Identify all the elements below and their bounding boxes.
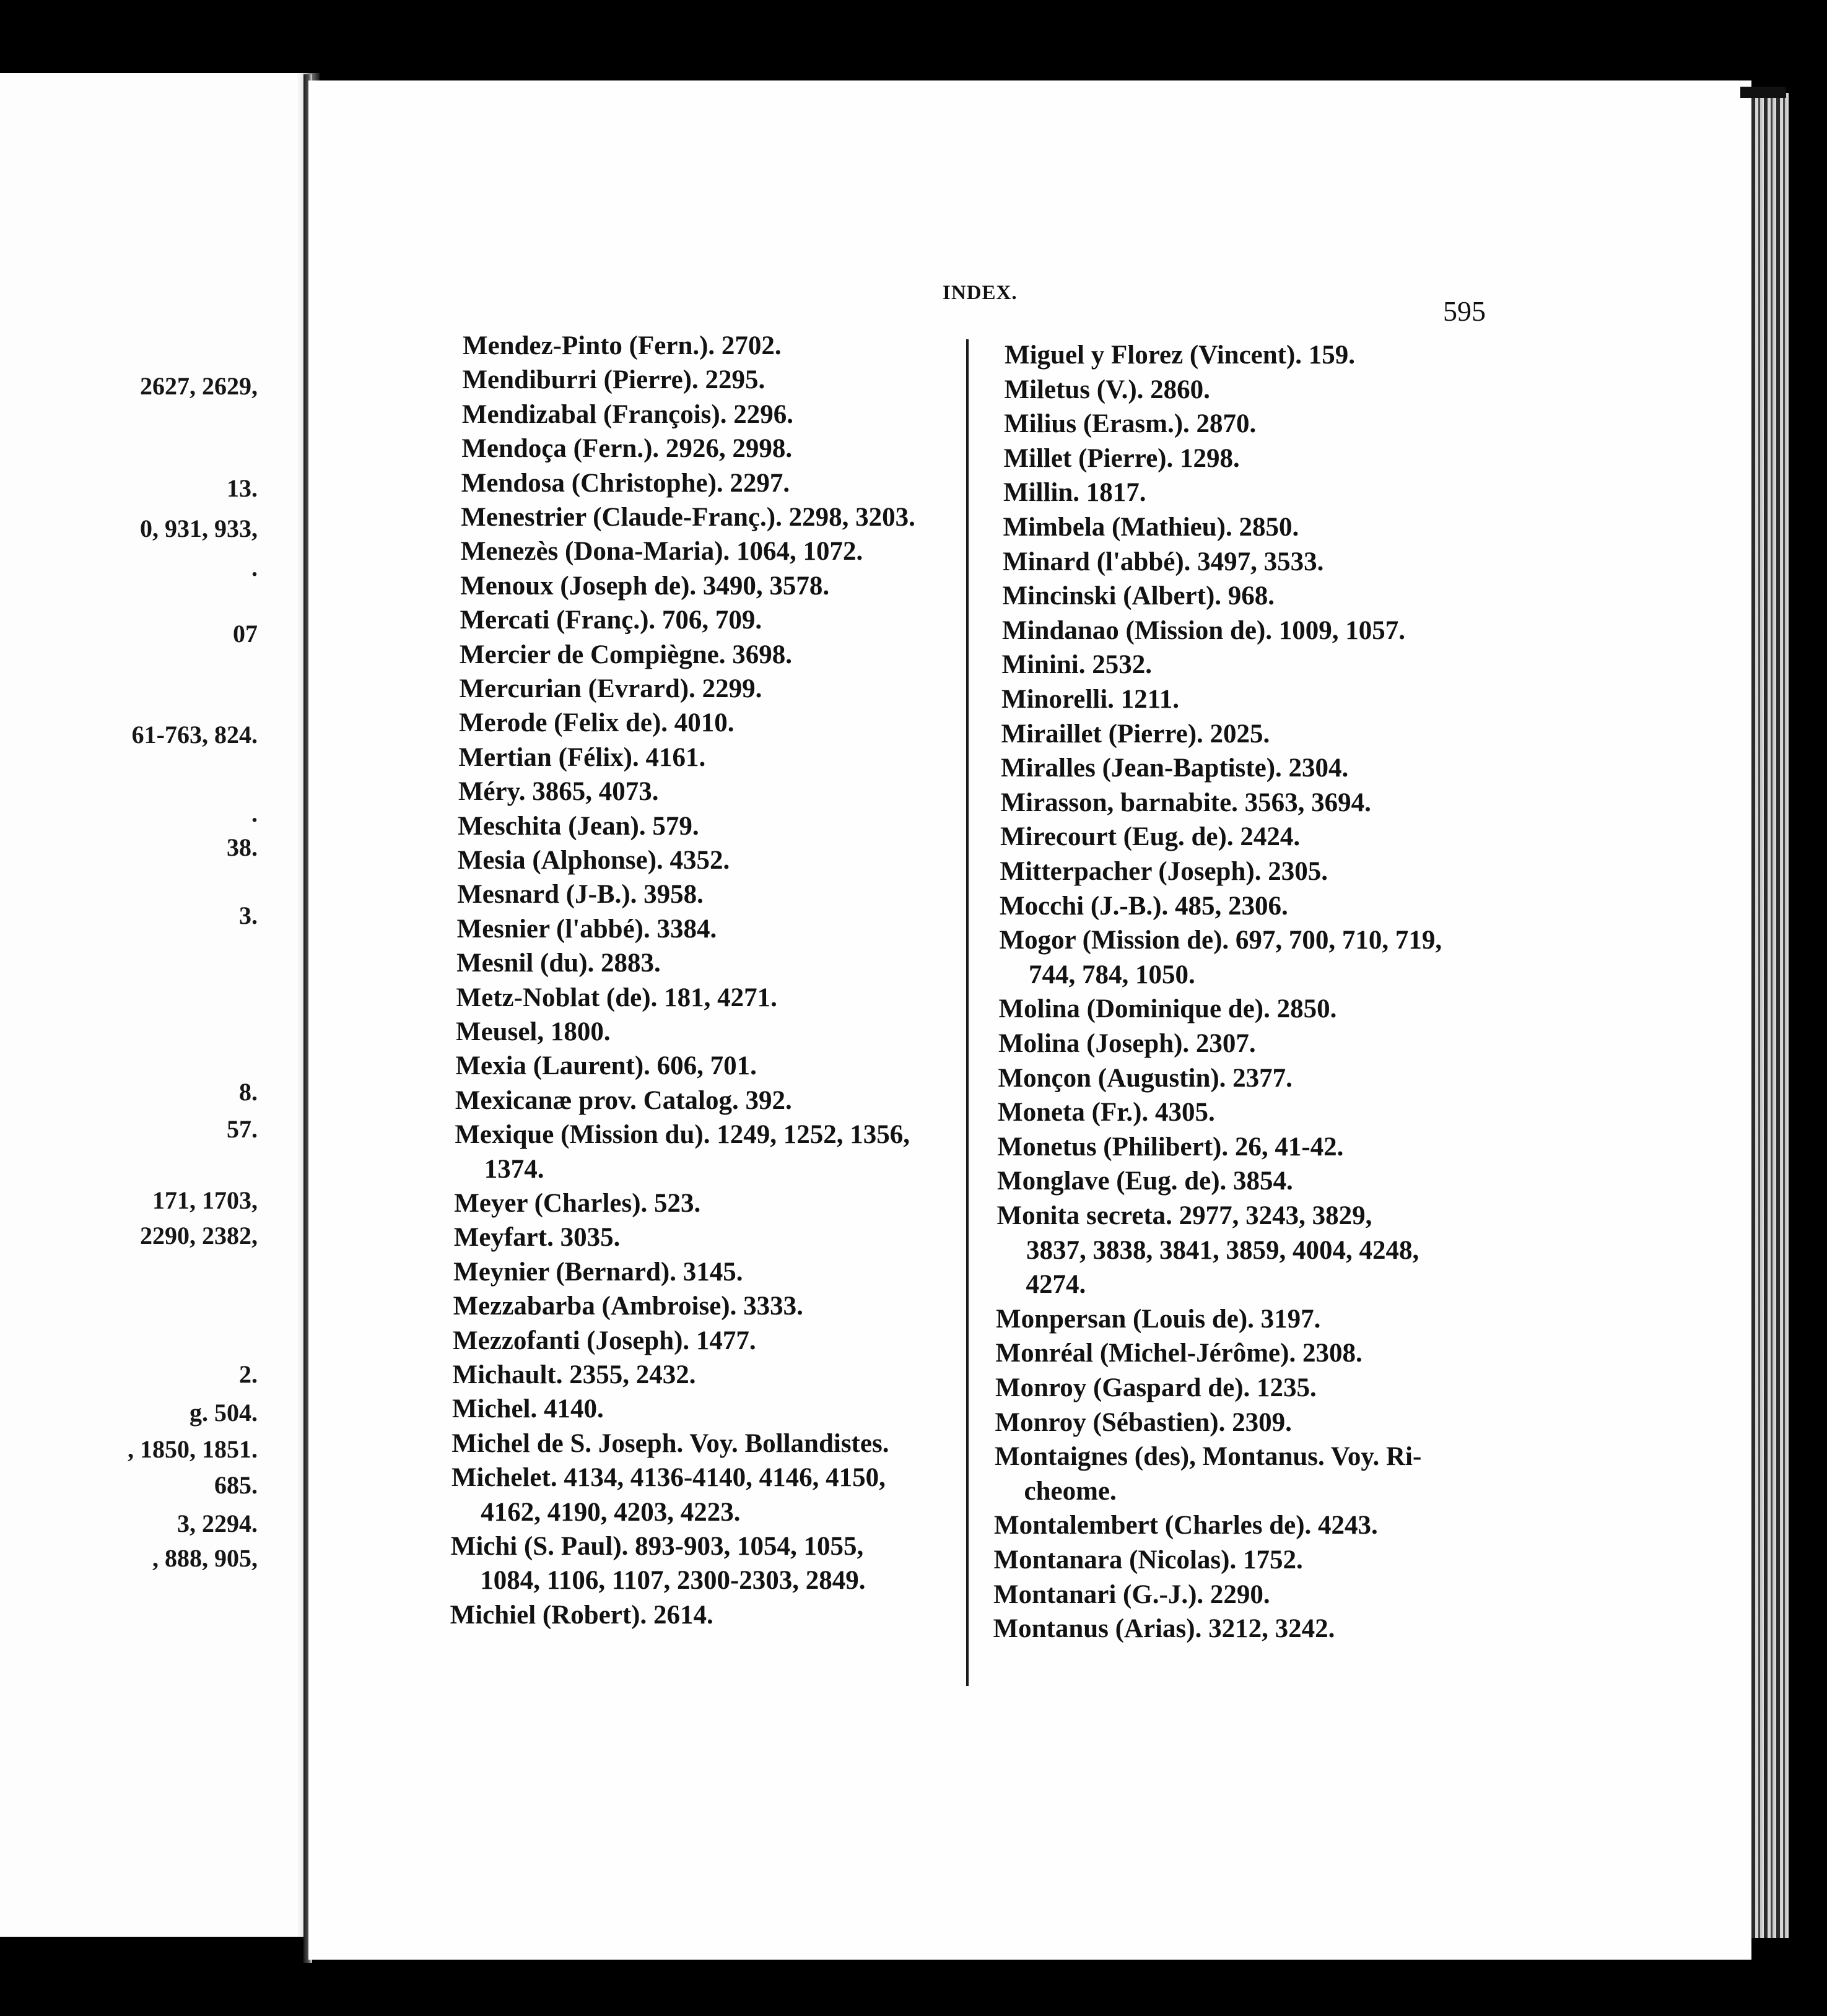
index-entry: Monglave (Eug. de). 3854. (997, 1167, 1293, 1196)
index-entry: Mendiburri (Pierre). 2295. (462, 365, 765, 395)
index-entry: Menoux (Joseph de). 3490, 3578. (460, 571, 830, 601)
index-entry: Merode (Felix de). 4010. (458, 708, 735, 738)
index-entry: Mendez-Pinto (Fern.). 2702. (463, 331, 782, 360)
index-entry: Mesnil (du). 2883. (456, 949, 661, 978)
index-entry: Meyer (Charles). 523. (454, 1189, 701, 1218)
index-entry: 1374. (484, 1154, 544, 1184)
previous-page-line: . (251, 799, 258, 827)
previous-page-line: . (251, 554, 258, 581)
index-entry: Mercurian (Evrard). 2299. (459, 674, 762, 703)
previous-page-line: 13. (227, 474, 258, 502)
index-entry: Mesnard (J-B.). 3958. (457, 880, 704, 910)
index-entry: Monroy (Gaspard de). 1235. (995, 1373, 1317, 1402)
index-entry: Meynier (Bernard). 3145. (453, 1257, 743, 1287)
index-entry: Montanara (Nicolas). 1752. (993, 1545, 1303, 1575)
index-entry: Mercier de Compiègne. 3698. (460, 640, 793, 669)
index-entry: Mindanao (Mission de). 1009, 1057. (1002, 615, 1406, 645)
index-entry: Menezès (Dona-Maria). 1064, 1072. (460, 537, 863, 567)
index-entry: Michel de S. Joseph. Voy. Bollandistes. (451, 1428, 889, 1458)
index-entry: Menestrier (Claude-Franç.). 2298, 3203. (461, 503, 915, 532)
index-entry: Miletus (V.). 2860. (1004, 375, 1210, 404)
previous-page-line: g. 504. (190, 1399, 258, 1427)
index-entry: Mendoça (Fern.). 2926, 2998. (461, 434, 793, 464)
index-entry: Montalembert (Charles de). 4243. (994, 1511, 1378, 1540)
page-number: 595 (1443, 295, 1486, 327)
index-entry: Millin. 1817. (1003, 478, 1146, 508)
previous-page-line: 07 (233, 620, 258, 648)
index-entry: Mexicanæ prov. Catalog. 392. (455, 1085, 792, 1115)
index-entry: Mexia (Laurent). 606, 701. (455, 1051, 757, 1081)
previous-page-line: 3, 2294. (177, 1510, 258, 1537)
previous-page-line: 2. (239, 1360, 258, 1388)
index-entry: Monpersan (Louis de). 3197. (996, 1304, 1321, 1334)
index-entry: Mertian (Félix). 4161. (458, 742, 706, 772)
index-entry: Mezzabarba (Ambroise). 3333. (453, 1292, 803, 1321)
index-entry: Mincinski (Albert). 968. (1002, 581, 1275, 611)
index-entry: Mirasson, barnabite. 3563, 3694. (1000, 788, 1371, 817)
previous-page-line: 57. (227, 1115, 258, 1143)
previous-page-line: 0, 931, 933, (140, 515, 258, 542)
index-entry: Meyfart. 3035. (453, 1223, 621, 1253)
index-entry: Monréal (Michel-Jérôme). 2308. (995, 1339, 1363, 1368)
index-entry: Montaignes (des), Montanus. Voy. Ri- (995, 1442, 1422, 1472)
index-entry: Michault. 2355, 2432. (452, 1360, 696, 1389)
index-entry: Millet (Pierre). 1298. (1003, 443, 1240, 473)
previous-page-line: 171, 1703, (152, 1186, 258, 1214)
index-entry: Monetus (Philibert). 26, 41-42. (997, 1132, 1344, 1162)
running-header: INDEX. (943, 282, 1018, 304)
previous-page-line: 2290, 2382, (140, 1222, 258, 1249)
index-entry: Michel. 4140. (451, 1394, 604, 1424)
index-entry: Mesia (Alphonse). 4352. (457, 846, 730, 875)
index-entry: 744, 784, 1050. (1029, 960, 1195, 989)
index-entry: Molina (Joseph). 2307. (998, 1029, 1256, 1058)
index-entry: Milius (Erasm.). 2870. (1004, 409, 1257, 439)
index-entry: 4162, 4190, 4203, 4223. (481, 1497, 741, 1527)
previous-page-line: 61-763, 824. (131, 721, 258, 749)
index-entry: cheome. (1024, 1476, 1117, 1506)
index-entry: Mocchi (J.-B.). 485, 2306. (1000, 891, 1288, 921)
index-entry: Miraillet (Pierre). 2025. (1001, 719, 1270, 749)
index-entry: Mimbela (Mathieu). 2850. (1003, 513, 1299, 542)
previous-page-line: , 888, 905, (152, 1544, 258, 1572)
index-entry: Miguel y Florez (Vincent). 159. (1005, 341, 1356, 370)
index-entry: Mendizabal (François). 2296. (461, 399, 793, 429)
index-entry: 1084, 1106, 1107, 2300-2303, 2849. (480, 1566, 866, 1596)
index-entry: Mexique (Mission du). 1249, 1252, 1356, (455, 1120, 910, 1150)
index-entry: Mercati (Franç.). 706, 709. (460, 606, 762, 635)
previous-page (0, 73, 301, 1937)
index-entry: Monroy (Sébastien). 2309. (995, 1407, 1292, 1437)
previous-page-line: , 1850, 1851. (128, 1435, 258, 1463)
index-entry: Mezzofanti (Joseph). 1477. (453, 1326, 756, 1355)
index-entry: Mogor (Mission de). 697, 700, 710, 719, (999, 926, 1442, 955)
page-stack-edge (1751, 93, 1789, 1938)
index-entry: Mitterpacher (Joseph). 2305. (1000, 857, 1328, 886)
index-entry: Meusel, 1800. (456, 1017, 611, 1046)
index-entry: Moneta (Fr.). 4305. (998, 1098, 1215, 1127)
index-entry: Minini. 2532. (1001, 650, 1153, 680)
index-entry: Mendosa (Christophe). 2297. (461, 468, 790, 498)
index-entry: Michelet. 4134, 4136-4140, 4146, 4150, (451, 1463, 886, 1493)
index-entry: Minorelli. 1211. (1001, 685, 1180, 714)
index-entry: Mirecourt (Eug. de). 2424. (1000, 822, 1301, 852)
index-entry: Montanus (Arias). 3212, 3242. (993, 1614, 1335, 1644)
index-entry: 4274. (1026, 1270, 1086, 1300)
index-entry: Michiel (Robert). 2614. (450, 1600, 713, 1630)
index-entry: Minard (l'abbé). 3497, 3533. (1003, 547, 1324, 576)
index-entry: Mesnier (l'abbé). 3384. (456, 914, 717, 944)
index-entry: Monçon (Augustin). 2377. (998, 1063, 1293, 1093)
previous-page-line: 8. (239, 1078, 258, 1106)
index-entry: Miralles (Jean-Baptiste). 2304. (1001, 754, 1349, 783)
index-entry: Méry. 3865, 4073. (458, 777, 659, 807)
index-entry: Molina (Dominique de). 2850. (998, 994, 1337, 1024)
previous-page-line: 2627, 2629, (140, 372, 258, 400)
previous-page-line: 38. (227, 833, 258, 861)
index-entry: Michi (S. Paul). 893-903, 1054, 1055, (450, 1532, 864, 1561)
previous-page-line: 685. (214, 1471, 258, 1499)
index-entry: Montanari (G.-J.). 2290. (993, 1579, 1270, 1609)
page-stack-top (1740, 87, 1786, 98)
index-entry: Meschita (Jean). 579. (458, 811, 699, 841)
previous-page-line: 3. (239, 902, 258, 929)
index-entry: 3837, 3838, 3841, 3859, 4004, 4248, (1026, 1235, 1419, 1265)
index-entry: Metz-Noblat (de). 181, 4271. (456, 983, 777, 1012)
index-entry: Monita secreta. 2977, 3243, 3829, (996, 1201, 1372, 1230)
column-divider (966, 339, 969, 1686)
